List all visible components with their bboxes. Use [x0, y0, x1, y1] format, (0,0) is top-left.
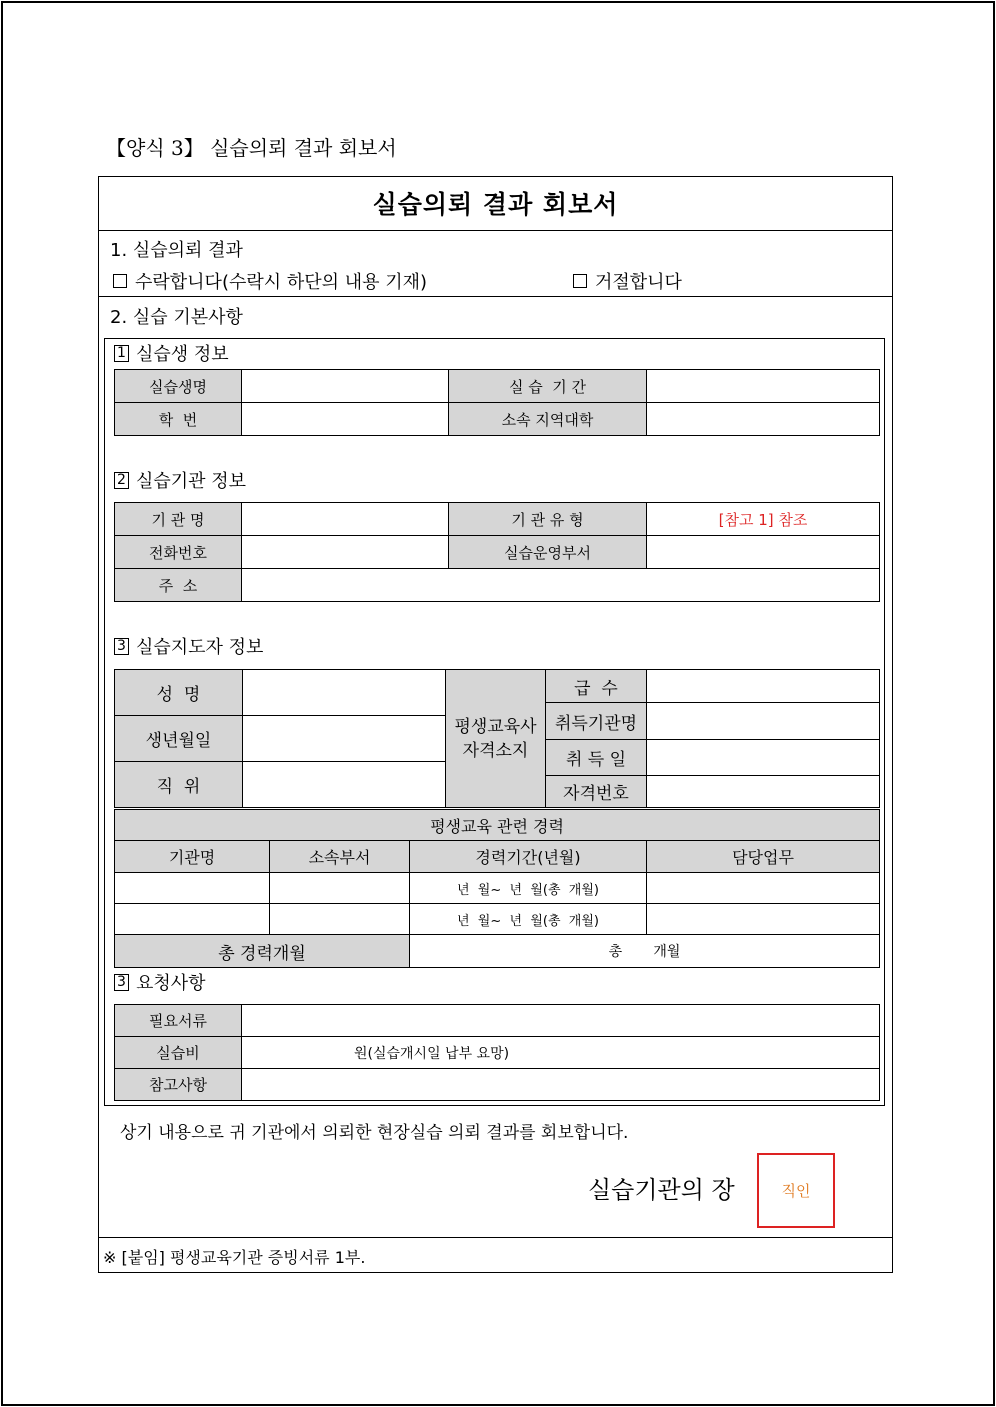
divider — [98, 296, 893, 297]
cert-date-field[interactable] — [647, 740, 880, 776]
reject-option[interactable] — [573, 268, 682, 294]
supervisor-info-title: 실습지도자 정보 — [136, 637, 264, 658]
number-box: 2 — [114, 472, 129, 489]
phone-field[interactable] — [242, 536, 449, 569]
student-id-field[interactable] — [242, 403, 449, 436]
position-field[interactable] — [243, 762, 446, 808]
career-duty-field[interactable] — [647, 873, 880, 904]
institution-name-label: 기 관 명 — [115, 503, 242, 536]
institution-info-title: 실습기관 정보 — [136, 471, 247, 492]
career-table — [114, 809, 880, 968]
number-box: 1 — [114, 345, 129, 362]
career-period-field[interactable]: 년 월~ 년 월(총 개월) — [410, 904, 647, 935]
career-institution-field[interactable] — [115, 873, 270, 904]
signer-title: 실습기관의 장 — [588, 1176, 735, 1204]
birth-label: 생년월일 — [115, 716, 243, 762]
fee-field[interactable]: 원(실습개시일 납부 요망) — [242, 1037, 880, 1069]
section1-heading: 1. 실습의뢰 결과 — [110, 240, 243, 261]
student-id-label: 학 번 — [115, 403, 242, 436]
university-label: 소속 지역대학 — [449, 403, 647, 436]
birth-field[interactable] — [243, 716, 446, 762]
reject-label: 거절합니다 — [595, 272, 682, 293]
grade-field[interactable] — [647, 670, 880, 703]
document-title: 실습의뢰 결과 회보서 — [372, 190, 619, 219]
supervisor-name-field[interactable] — [243, 670, 446, 716]
form-label: 【양식 3】 실습의뢰 결과 회보서 — [106, 136, 397, 160]
attachment-note: ※ [붙임] 평생교육기관 증빙서류 1부. — [103, 1248, 366, 1267]
seal-label: 직인 — [781, 1182, 811, 1200]
closing-statement: 상기 내용으로 귀 기관에서 의뢰한 현장실습 의뢰 결과를 회보합니다. — [120, 1123, 629, 1143]
department-field[interactable] — [647, 536, 880, 569]
divider — [98, 1237, 893, 1238]
address-field[interactable] — [242, 569, 880, 602]
university-field[interactable] — [647, 403, 880, 436]
requests-heading — [114, 969, 206, 995]
cert-institution-label: 취득기관명 — [546, 703, 647, 740]
institution-name-field[interactable] — [242, 503, 449, 536]
accept-option[interactable] — [113, 268, 427, 294]
career-col-institution: 기관명 — [115, 841, 270, 873]
period-label: 실 습 기 간 — [449, 370, 647, 403]
career-department-field[interactable] — [270, 873, 410, 904]
total-career-field[interactable]: 총 개월 — [410, 935, 880, 968]
student-info-title: 실습생 정보 — [136, 344, 229, 365]
requests-title: 요청사항 — [136, 973, 206, 994]
cert-holder-label: 평생교육사 자격소지 — [446, 670, 546, 808]
supervisor-name-label: 성 명 — [115, 670, 243, 716]
fee-label: 실습비 — [115, 1037, 242, 1069]
student-info-heading — [114, 340, 229, 366]
docs-label: 필요서류 — [115, 1005, 242, 1037]
career-institution-field[interactable] — [115, 904, 270, 935]
career-duty-field[interactable] — [647, 904, 880, 935]
supervisor-info-table — [114, 669, 880, 808]
institution-type-note: [참고 1] 참조 — [647, 503, 880, 536]
accept-label: 수락합니다(수락시 하단의 내용 기재) — [135, 272, 428, 293]
divider — [98, 230, 893, 231]
seal-box[interactable] — [757, 1153, 835, 1228]
career-col-period: 경력기간(년월) — [410, 841, 647, 873]
total-career-label: 총 경력개월 — [115, 935, 410, 968]
reject-checkbox[interactable] — [573, 274, 587, 288]
institution-info-heading — [114, 467, 246, 493]
career-department-field[interactable] — [270, 904, 410, 935]
position-label: 직 위 — [115, 762, 243, 808]
career-title: 평생교육 관련 경력 — [115, 810, 880, 841]
notes-field[interactable] — [242, 1069, 880, 1101]
institution-type-label: 기 관 유 형 — [449, 503, 647, 536]
grade-label: 급 수 — [546, 670, 647, 703]
period-field[interactable] — [647, 370, 880, 403]
student-info-table — [114, 369, 880, 436]
number-box: 3 — [114, 974, 129, 991]
institution-info-table — [114, 502, 880, 602]
accept-checkbox[interactable] — [113, 274, 127, 288]
requests-table — [114, 1004, 880, 1101]
section2-heading: 2. 실습 기본사항 — [110, 307, 243, 328]
table-row — [115, 904, 880, 935]
cert-number-label: 자격번호 — [546, 776, 647, 808]
student-name-label: 실습생명 — [115, 370, 242, 403]
notes-label: 참고사항 — [115, 1069, 242, 1101]
supervisor-info-heading — [114, 633, 263, 659]
address-label: 주 소 — [115, 569, 242, 602]
docs-field[interactable] — [242, 1005, 880, 1037]
career-period-field[interactable]: 년 월~ 년 월(총 개월) — [410, 873, 647, 904]
department-label: 실습운영부서 — [449, 536, 647, 569]
cert-number-field[interactable] — [647, 776, 880, 808]
student-name-field[interactable] — [242, 370, 449, 403]
number-box: 3 — [114, 638, 129, 655]
career-col-department: 소속부서 — [270, 841, 410, 873]
phone-label: 전화번호 — [115, 536, 242, 569]
career-col-duty: 담당업무 — [647, 841, 880, 873]
cert-institution-field[interactable] — [647, 703, 880, 740]
table-row — [115, 873, 880, 904]
cert-date-label: 취 득 일 — [546, 740, 647, 776]
